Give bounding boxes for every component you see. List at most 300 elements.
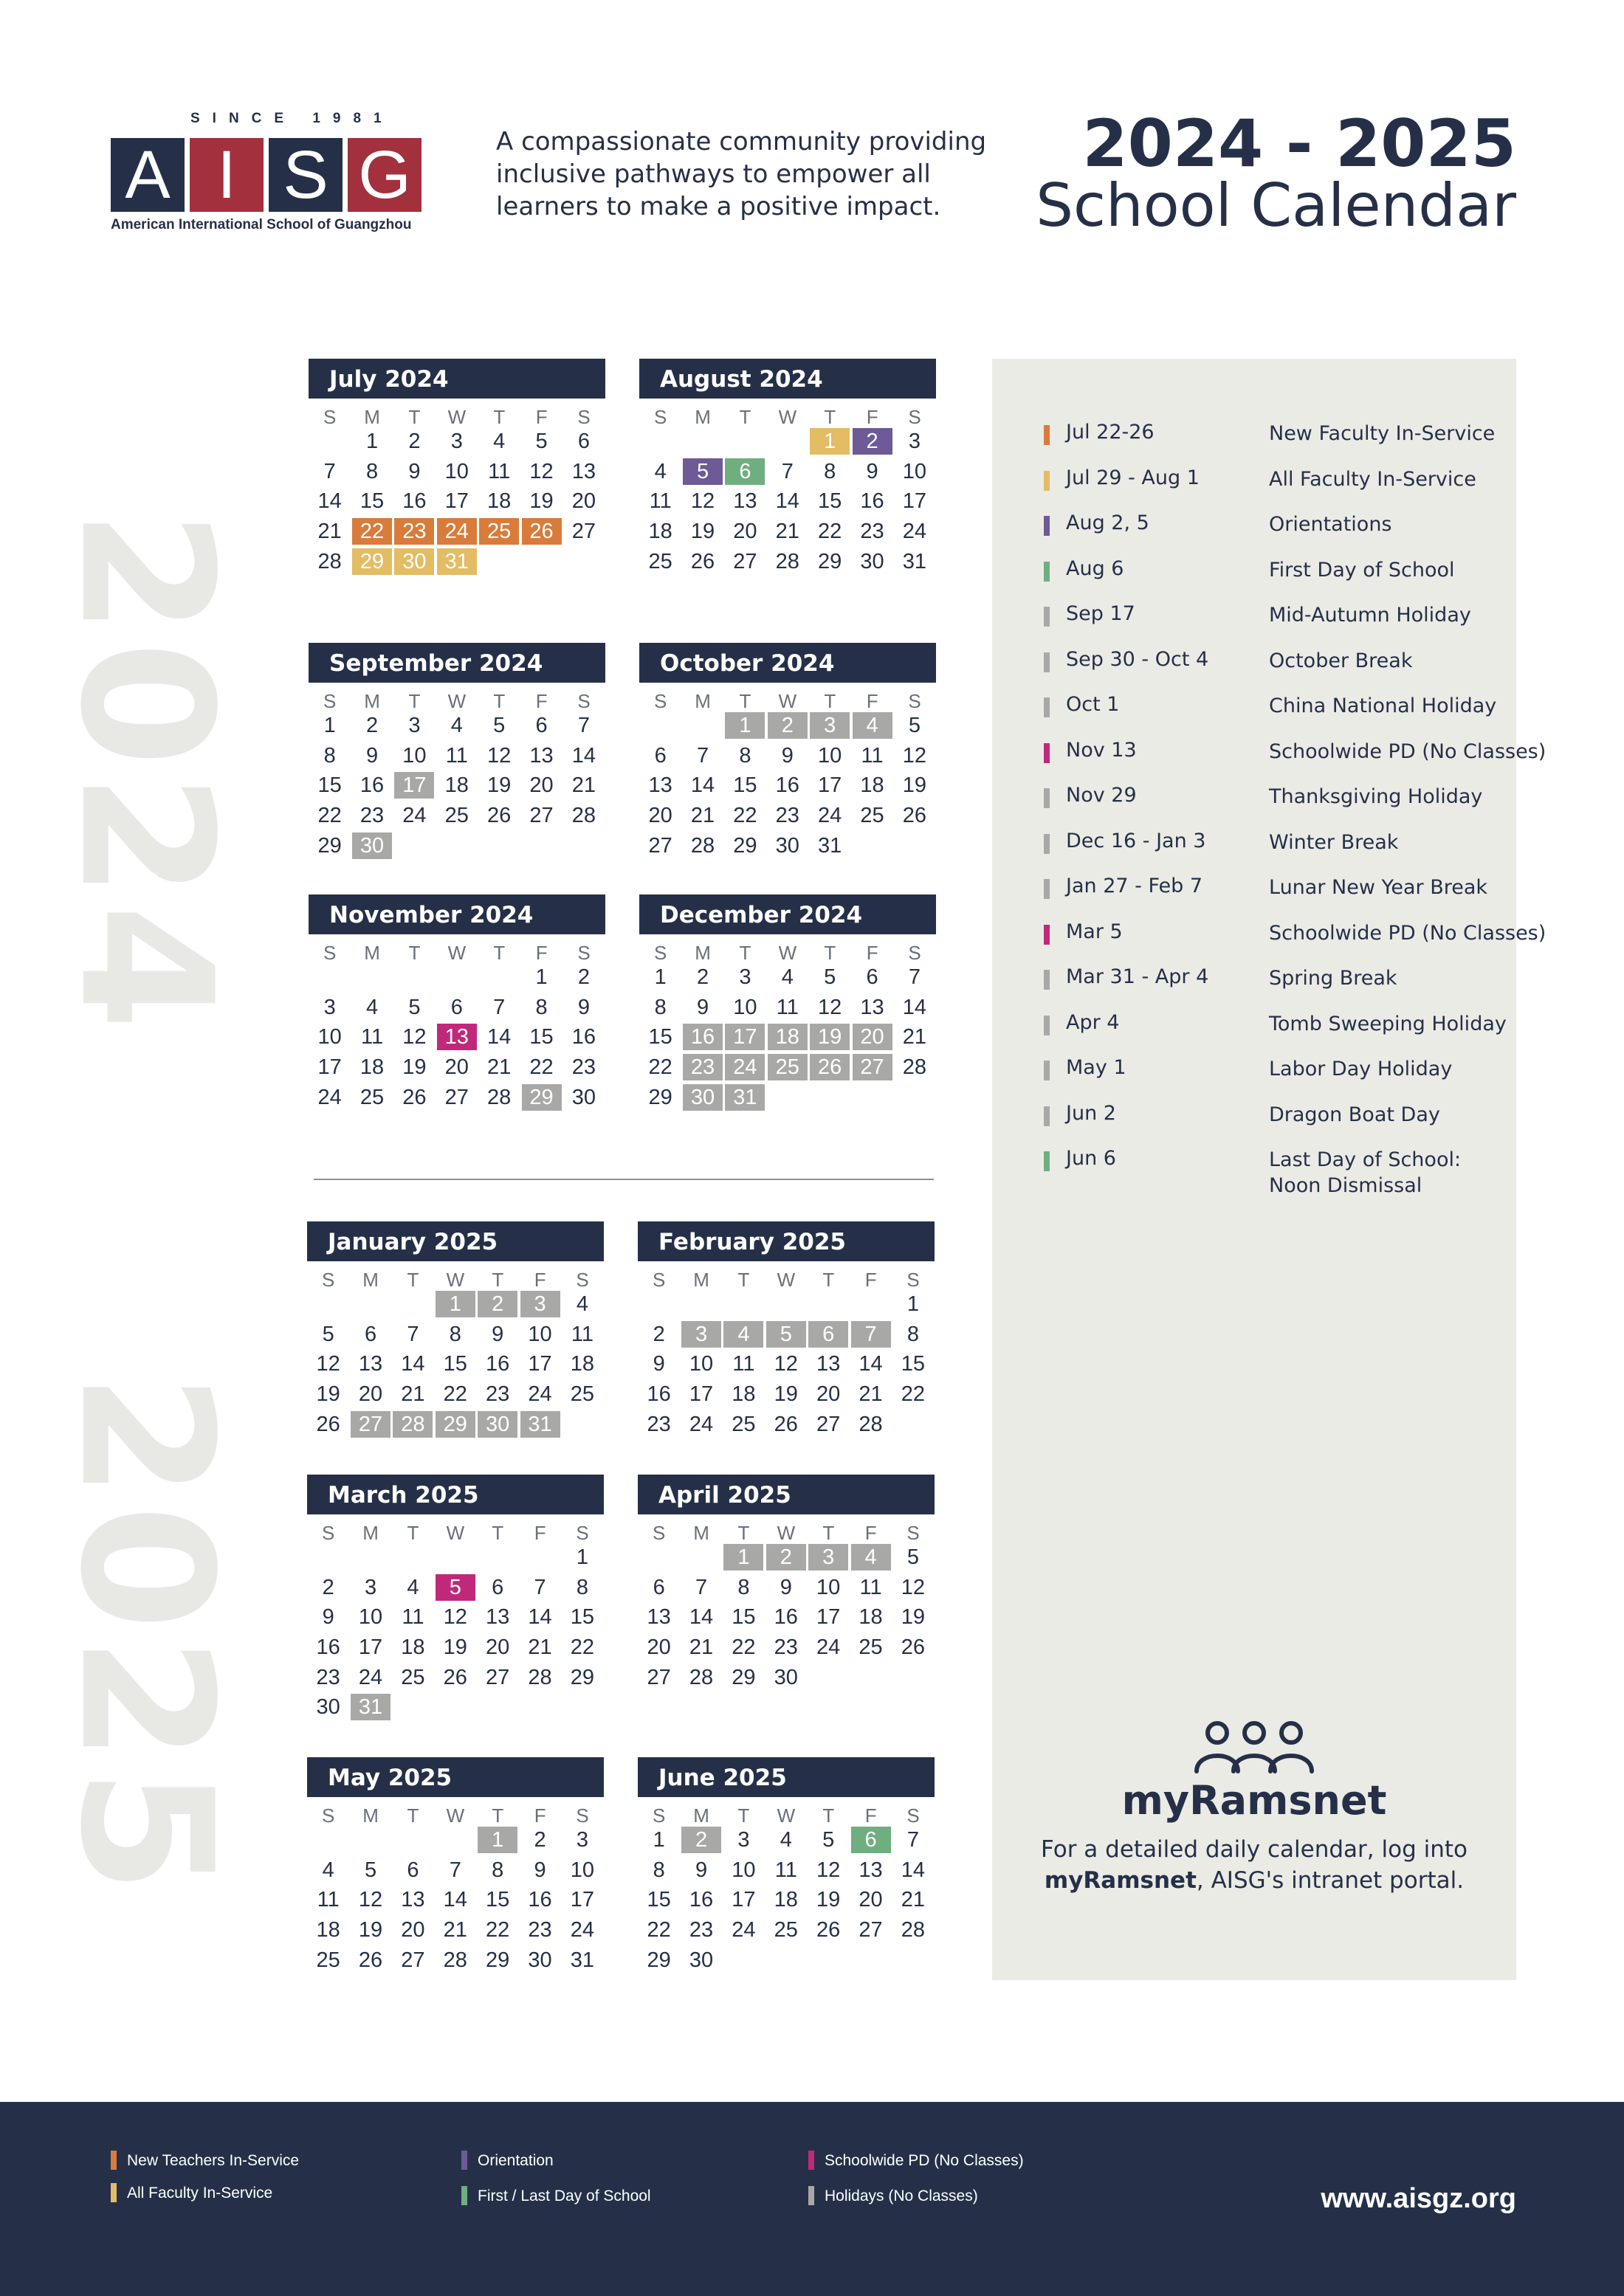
calendar-day: 14 [902, 995, 927, 1019]
calendar-day: 10 [732, 1858, 756, 1882]
key-color-marker [1044, 425, 1050, 445]
calendar-day: 8 [323, 743, 336, 768]
calendar-day: 11 [571, 1322, 593, 1346]
week-row [309, 518, 605, 548]
calendar-day: 22 [648, 1055, 672, 1080]
calendar-day: 12 [901, 1575, 926, 1599]
weekday-header-row [639, 683, 936, 712]
calendar-day: 30 [774, 1665, 798, 1689]
week-row [639, 1084, 936, 1114]
month-header: November 2024 [309, 894, 605, 934]
calendar-day: 17 [358, 1635, 383, 1660]
calendar-day-empty [520, 1694, 560, 1720]
calendar-day: 2 [322, 1575, 334, 1599]
weekday-label: W [446, 1269, 465, 1291]
key-date: Apr 4 [1066, 1010, 1120, 1034]
calendar-day: 21 [401, 1382, 425, 1407]
calendar-day-empty [351, 1544, 390, 1571]
key-event: Last Day of School: Noon Dismissal [1269, 1148, 1462, 1197]
calendar-day: 12 [774, 1352, 798, 1376]
calendar-day: 10 [528, 1322, 552, 1346]
calendar-day: 27 [647, 1665, 671, 1689]
weekday-label: T [407, 1804, 419, 1827]
weekday-label: F [534, 1522, 546, 1544]
calendar-day-empty [352, 964, 392, 990]
calendar-day: 17 [689, 1382, 714, 1407]
calendar-day: 21 [571, 773, 596, 798]
calendar-day: 18 [444, 773, 469, 798]
calendar-day-highlighted: 27 [853, 1054, 892, 1080]
calendar-day: 25 [401, 1665, 425, 1689]
week-row [309, 802, 605, 832]
month-april-2025 [638, 1475, 935, 1694]
calendar-day: 11 [317, 1888, 340, 1912]
calendar-day: 23 [359, 804, 385, 828]
calendar-day: 6 [364, 1322, 377, 1346]
calendar-day: 25 [316, 1948, 340, 1972]
calendar-day: 15 [443, 1352, 467, 1376]
calendar-day: 20 [571, 489, 596, 514]
key-event: Tomb Sweeping Holiday [1269, 1012, 1507, 1035]
key-date: Mar 31 - Apr 4 [1066, 965, 1209, 988]
key-event: Winter Break [1269, 830, 1399, 854]
calendar-day: 16 [486, 1352, 510, 1376]
calendar-day: 20 [733, 520, 757, 544]
weekday-header-row [638, 1261, 935, 1291]
calendar-day: 26 [487, 804, 512, 828]
calendar-day: 9 [780, 1575, 792, 1599]
weekday-label: T [407, 1269, 419, 1291]
calendar-day: 9 [365, 743, 379, 768]
weekday-label: T [824, 406, 836, 428]
key-color-marker [1044, 925, 1050, 945]
weekday-label: F [535, 942, 548, 964]
key-event: Dragon Boat Day [1269, 1103, 1440, 1126]
month-header: April 2025 [638, 1475, 935, 1514]
month-november-2024 [309, 894, 605, 1114]
weekday-label: M [695, 406, 711, 428]
weekday-header-row [639, 399, 936, 428]
legend-label: Schoolwide PD (No Classes) [825, 2152, 1024, 2169]
calendar-day-highlighted: 17 [394, 772, 434, 799]
month-february-2025 [638, 1221, 935, 1441]
key-date: Jun 2 [1066, 1101, 1116, 1125]
calendar-day-highlighted: 25 [768, 1054, 808, 1080]
calendar-day-highlighted: 6 [851, 1827, 891, 1853]
weekday-label: T [492, 1522, 504, 1544]
calendar-day: 7 [449, 1858, 461, 1882]
week-row [638, 1604, 935, 1634]
weekday-label: F [534, 1804, 546, 1827]
weekday-label: S [576, 1804, 589, 1827]
calendar-day: 26 [901, 1635, 926, 1660]
calendar-day: 19 [443, 1635, 467, 1660]
weekday-label: S [323, 690, 337, 712]
key-color-marker [1044, 1106, 1050, 1126]
week-row [638, 1291, 935, 1321]
calendar-day-empty [436, 1544, 475, 1571]
calendar-day-highlighted: 5 [683, 458, 723, 485]
key-event: Spring Break [1269, 967, 1397, 990]
key-color-marker [1044, 607, 1050, 627]
key-date: Aug 2, 5 [1066, 511, 1149, 534]
calendar-day-empty [893, 1947, 933, 1973]
weekday-label: T [739, 406, 751, 428]
weekday-label: F [534, 1269, 546, 1291]
key-event: Thanksgiving Holiday [1269, 785, 1483, 808]
calendar-day: 17 [816, 1605, 841, 1630]
calendar-day: 12 [358, 1888, 383, 1912]
calendar-day: 24 [358, 1665, 383, 1689]
calendar-day-highlighted: 26 [810, 1054, 850, 1080]
calendar-day: 16 [775, 773, 799, 798]
calendar-day: 20 [647, 1635, 671, 1660]
calendar-day: 4 [365, 995, 379, 1019]
calendar-day-empty [808, 1664, 848, 1691]
calendar-day: 3 [408, 714, 421, 737]
calendar-day: 9 [695, 1858, 708, 1882]
calendar-day-empty [309, 1291, 348, 1317]
calendar-day: 4 [781, 965, 794, 989]
calendar-day: 12 [402, 1025, 427, 1049]
calendar-day: 10 [733, 995, 757, 1019]
calendar-day: 5 [322, 1322, 334, 1346]
calendar-day: 24 [732, 1918, 756, 1942]
weekday-label: F [866, 690, 878, 712]
calendar-day-empty [641, 712, 681, 739]
weekday-label: T [824, 690, 836, 712]
key-date: Jul 22-26 [1066, 421, 1155, 444]
calendar-day: 27 [444, 1085, 469, 1109]
calendar-day: 4 [407, 1575, 419, 1599]
month-header: September 2024 [309, 643, 605, 683]
month-october-2024 [639, 643, 936, 862]
calendar-day: 26 [358, 1948, 383, 1972]
weekday-label: W [777, 1269, 796, 1291]
calendar-day: 6 [492, 1575, 504, 1599]
weekday-label: T [492, 1269, 504, 1291]
calendar-day-highlighted: 18 [768, 1024, 808, 1050]
month-header: December 2024 [639, 894, 936, 934]
calendar-day: 18 [859, 1605, 883, 1630]
weekday-label: S [906, 1804, 920, 1827]
week-row [307, 1411, 604, 1441]
weekday-header-row [638, 1797, 935, 1827]
weekday-label: S [908, 942, 921, 964]
calendar-day: 17 [444, 489, 469, 514]
calendar-day: 29 [647, 1948, 671, 1972]
calendar-day-highlighted: 31 [437, 548, 477, 575]
calendar-day-highlighted: 27 [351, 1411, 390, 1438]
calendar-day: 3 [364, 1575, 377, 1599]
calendar-day-highlighted: 20 [853, 1024, 892, 1050]
calendar-day: 18 [774, 1888, 798, 1912]
weekday-label: W [447, 942, 467, 964]
calendar-day: 11 [445, 743, 468, 768]
calendar-day-empty [808, 1291, 848, 1317]
calendar-day: 10 [358, 1605, 383, 1630]
calendar-day-empty [478, 1544, 517, 1571]
calendar-day-empty [808, 1947, 848, 1973]
year-divider [314, 1179, 934, 1180]
calendar-day: 9 [408, 459, 421, 483]
weekday-label: S [653, 1804, 666, 1827]
calendar-day-empty [683, 712, 723, 739]
calendar-day: 3 [576, 1828, 588, 1852]
calendar-day: 7 [696, 743, 709, 768]
calendar-day: 28 [902, 1055, 927, 1080]
calendar-day: 13 [647, 1605, 671, 1630]
calendar-day: 6 [653, 1575, 665, 1599]
weekday-label: F [864, 1269, 877, 1291]
myramsnet-link-text[interactable]: myRamsnet [1044, 1867, 1197, 1894]
calendar-day-empty [681, 1291, 721, 1317]
calendar-day: 9 [653, 1352, 665, 1376]
calendar-day: 28 [443, 1948, 467, 1972]
calendar-day: 18 [359, 1055, 385, 1080]
calendar-day-highlighted: 3 [520, 1291, 560, 1317]
calendar-day-empty [436, 1694, 475, 1720]
weekday-label: M [364, 690, 380, 712]
calendar-day: 15 [529, 1025, 554, 1049]
key-date: Jan 27 - Feb 7 [1066, 875, 1203, 897]
calendar-day: 12 [443, 1605, 467, 1630]
calendar-day: 1 [576, 1545, 588, 1569]
week-row [309, 458, 605, 489]
calendar-day: 28 [690, 833, 715, 858]
week-row [307, 1886, 604, 1917]
logo-subtitle: American International School of Guangzhou [111, 217, 412, 232]
calendar-day: 31 [570, 1948, 595, 1972]
calendar-day: 22 [818, 520, 842, 544]
calendar-day: 15 [647, 1888, 671, 1912]
calendar-day-highlighted: 31 [520, 1411, 560, 1438]
calendar-day: 25 [859, 1635, 883, 1660]
calendar-day-highlighted: 28 [393, 1411, 433, 1438]
calendar-day-empty [639, 1291, 679, 1317]
calendar-day-empty [394, 964, 434, 990]
calendar-day: 29 [733, 833, 757, 858]
calendar-day: 27 [571, 520, 596, 544]
website-link[interactable]: www.aisgz.org [1321, 2183, 1516, 2214]
calendar-day: 10 [570, 1858, 595, 1882]
weekday-label: T [824, 942, 836, 964]
week-row [309, 548, 605, 579]
calendar-day: 9 [577, 995, 590, 1019]
calendar-day: 3 [737, 1828, 750, 1852]
calendar-day-highlighted: 13 [437, 1024, 477, 1050]
calendar-day: 23 [860, 520, 884, 544]
calendar-day: 3 [908, 430, 921, 453]
calendar-day-empty [522, 548, 562, 575]
calendar-day-empty [309, 1544, 348, 1571]
calendar-day: 30 [860, 549, 884, 573]
weekday-label: T [408, 406, 421, 428]
week-row [638, 1321, 935, 1351]
calendar-day: 5 [908, 714, 921, 737]
calendar-day-empty [562, 1411, 602, 1438]
week-row [307, 1574, 604, 1604]
calendar-day-empty [351, 1291, 390, 1317]
week-row [307, 1694, 604, 1724]
calendar-day: 28 [775, 549, 799, 573]
calendar-day: 14 [317, 489, 342, 514]
calendar-day-empty [522, 832, 562, 859]
calendar-day: 28 [571, 804, 596, 828]
week-row [638, 1827, 935, 1857]
calendar-day: 25 [774, 1918, 798, 1942]
week-row [639, 428, 936, 458]
calendar-day: 29 [732, 1665, 756, 1689]
calendar-day: 22 [317, 804, 342, 828]
calendar-day: 28 [487, 1085, 512, 1109]
calendar-day: 11 [776, 995, 799, 1019]
weekday-label: F [535, 406, 548, 428]
calendar-day: 15 [648, 1025, 672, 1049]
month-may-2025 [307, 1757, 604, 1976]
week-row [638, 1411, 935, 1441]
calendar-day: 12 [818, 995, 842, 1019]
calendar-day-highlighted: 6 [808, 1321, 848, 1348]
calendar-day-empty [683, 428, 723, 455]
calendar-day: 7 [781, 459, 794, 483]
calendar-day: 9 [322, 1605, 334, 1630]
calendar-day: 30 [528, 1948, 552, 1972]
calendar-day: 6 [450, 995, 463, 1019]
calendar-day: 10 [444, 459, 469, 483]
weekday-header-row [309, 399, 605, 428]
calendar-day: 7 [695, 1575, 708, 1599]
key-event: All Faculty In-Service [1269, 467, 1476, 491]
key-color-marker [1044, 1061, 1050, 1080]
weekday-header-row [638, 1514, 935, 1544]
key-date: Jul 29 - Aug 1 [1066, 466, 1200, 489]
key-date: May 1 [1066, 1056, 1126, 1079]
calendar-day-highlighted: 6 [725, 458, 765, 485]
calendar-day: 21 [487, 1055, 512, 1080]
logo-since-text: SINCE 1981 [190, 111, 394, 126]
calendar-day-highlighted: 30 [394, 548, 434, 575]
weekday-header-row [307, 1797, 604, 1827]
week-row [638, 1381, 935, 1411]
calendar-day: 15 [732, 1605, 756, 1630]
weekday-label: W [778, 942, 797, 964]
people-group-icon [1188, 1717, 1321, 1776]
calendar-day: 24 [816, 1635, 841, 1660]
calendar-day: 7 [534, 1575, 546, 1599]
weekday-header-row [639, 934, 936, 964]
calendar-day: 11 [861, 743, 884, 768]
calendar-day-highlighted: 3 [810, 712, 850, 739]
calendar-day: 13 [733, 489, 757, 514]
calendar-day-highlighted: 1 [725, 712, 765, 739]
calendar-title: School Calendar [1036, 171, 1516, 240]
calendar-day: 19 [316, 1382, 340, 1407]
week-row [638, 1634, 935, 1664]
month-january-2025 [307, 1221, 604, 1441]
weekday-label: S [654, 942, 667, 964]
legend-label: All Faculty In-Service [127, 2185, 273, 2202]
calendar-day: 26 [902, 804, 927, 828]
key-color-marker [1044, 1151, 1050, 1171]
calendar-day: 12 [487, 743, 512, 768]
calendar-day: 6 [407, 1858, 419, 1882]
key-color-marker [1044, 562, 1050, 582]
calendar-day-empty [853, 1084, 892, 1111]
calendar-day: 14 [401, 1352, 425, 1376]
weekday-label: T [492, 1804, 504, 1827]
calendar-day: 14 [571, 743, 596, 768]
weekday-label: S [908, 406, 921, 428]
weekday-label: S [322, 1269, 335, 1291]
calendar-day: 6 [535, 714, 548, 737]
week-row [307, 1917, 604, 1947]
calendar-day: 8 [739, 743, 751, 768]
weekday-label: W [777, 1522, 796, 1544]
calendar-day-highlighted: 2 [681, 1827, 721, 1853]
weekday-label: M [364, 406, 380, 428]
weekday-label: F [864, 1522, 877, 1544]
week-row [307, 1827, 604, 1857]
legend-color-marker [808, 2186, 814, 2205]
myramsnet-title: myRamsnet [1121, 1777, 1387, 1824]
myramsnet-promo [992, 1717, 1516, 1896]
calendar-day-highlighted: 30 [352, 832, 392, 859]
calendar-day-highlighted: 16 [683, 1024, 723, 1050]
calendar-day-highlighted: 1 [478, 1827, 517, 1853]
calendar-day: 22 [529, 1055, 554, 1080]
key-date: Nov 13 [1066, 738, 1137, 762]
calendar-day: 8 [653, 1858, 665, 1882]
calendar-day: 17 [528, 1352, 552, 1376]
calendar-day: 8 [492, 1858, 504, 1882]
week-row [639, 548, 936, 579]
key-date: Aug 6 [1066, 556, 1124, 580]
week-row [638, 1917, 935, 1947]
calendar-day-empty [393, 1827, 433, 1853]
calendar-day: 6 [577, 430, 590, 453]
calendar-day: 12 [690, 489, 715, 514]
calendar-day: 9 [696, 995, 709, 1019]
calendar-day: 26 [774, 1412, 798, 1436]
calendar-day-highlighted: 2 [768, 712, 808, 739]
calendar-day: 29 [648, 1085, 672, 1109]
calendar-day: 15 [733, 773, 757, 798]
key-date: Mar 5 [1066, 920, 1123, 943]
key-event: Schoolwide PD (No Classes) [1269, 740, 1546, 763]
school-tagline: A compassionate community providing inclusive pathways to empower all learners to make a positive impact. [496, 127, 987, 221]
calendar-day-empty [437, 964, 477, 990]
calendar-day-highlighted: 1 [810, 428, 850, 455]
calendar-day: 19 [901, 1605, 926, 1630]
calendar-day: 20 [648, 804, 672, 828]
month-march-2025 [307, 1475, 604, 1724]
calendar-day: 16 [774, 1605, 798, 1630]
week-row [309, 1024, 605, 1054]
calendar-day: 18 [648, 520, 672, 544]
week-row [309, 772, 605, 802]
calendar-day: 13 [571, 459, 596, 483]
myramsnet-description [992, 1834, 1516, 1896]
week-row [639, 802, 936, 832]
legend-color-marker [808, 2151, 814, 2170]
calendar-day-empty [393, 1544, 433, 1571]
weekday-label: T [822, 1522, 835, 1544]
week-row [307, 1857, 604, 1887]
calendar-day: 3 [450, 430, 463, 453]
weekday-label: S [322, 1522, 335, 1544]
week-row [307, 1544, 604, 1574]
